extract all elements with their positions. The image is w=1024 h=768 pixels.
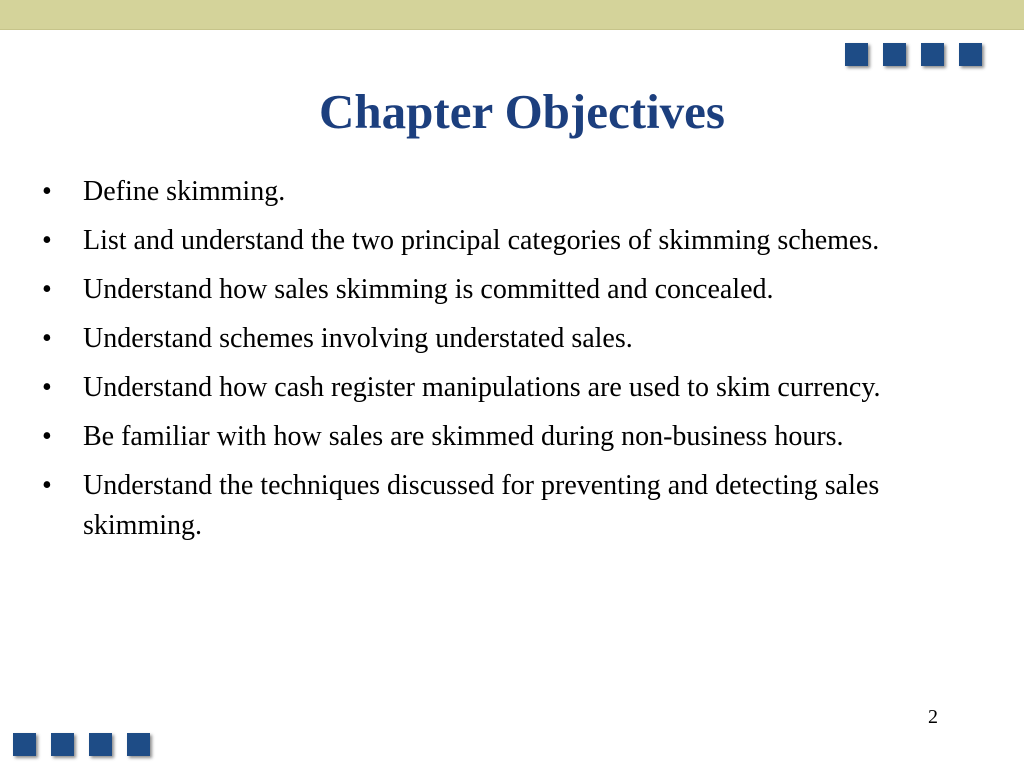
bullet-icon: • (42, 372, 52, 403)
objective-text: Understand how cash register manipulations are used to skim currency. (83, 372, 881, 403)
top-square-decoration (845, 43, 982, 66)
objective-item (42, 270, 942, 310)
objective-text: Be familiar with how sales are skimmed during non-business hours. (83, 421, 844, 452)
slide-page-number: 2 (928, 706, 938, 728)
top-decorative-band (0, 0, 1024, 30)
objective-item (42, 368, 942, 408)
objective-text: Define skimming. (83, 176, 286, 207)
decor-square (959, 43, 982, 66)
decor-square (89, 733, 112, 756)
bullet-icon: • (42, 421, 52, 452)
objective-item (42, 319, 942, 359)
objective-item (42, 466, 942, 546)
objective-item (42, 417, 942, 457)
bullet-icon: • (42, 176, 52, 207)
objective-text: Understand the techniques discussed for preventing and detecting sales skimming. (83, 470, 880, 541)
objective-item (42, 172, 942, 212)
decor-square (845, 43, 868, 66)
bottom-square-decoration (13, 733, 150, 756)
decor-square (921, 43, 944, 66)
bullet-icon: • (42, 323, 52, 354)
objective-text: List and understand the two principal categories of skimming schemes. (83, 225, 880, 256)
objective-item (42, 221, 942, 261)
bullet-icon: • (42, 274, 52, 305)
decor-square (13, 733, 36, 756)
decor-square (51, 733, 74, 756)
objective-text: Understand how sales skimming is committed and concealed. (83, 274, 774, 305)
bullet-icon: • (42, 470, 52, 501)
bullet-icon: • (42, 225, 52, 256)
objectives-list (42, 172, 942, 555)
objective-text: Understand schemes involving understated sales. (83, 323, 633, 354)
slide-title: Chapter Objectives (319, 84, 725, 139)
decor-square (883, 43, 906, 66)
decor-square (127, 733, 150, 756)
